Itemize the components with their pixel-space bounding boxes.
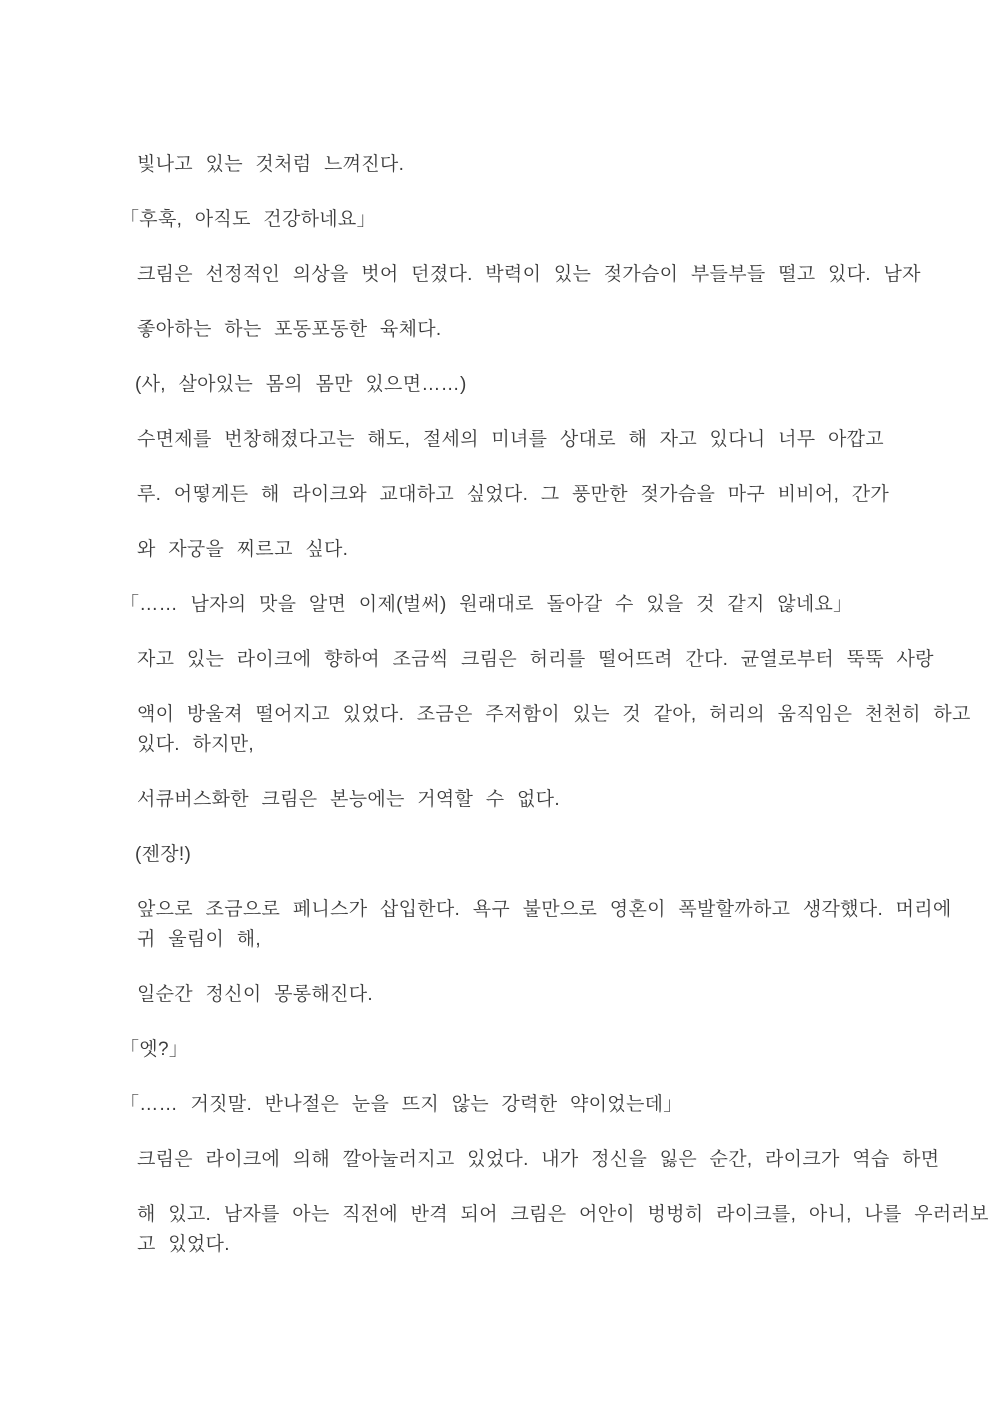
paragraph-narration bbox=[137, 980, 912, 1010]
paragraph-narration bbox=[137, 645, 934, 675]
text-line: 루. 어떻게든 해 라이크와 교대하고 싶었다. 그 풍만한 젖가슴을 마구 비비어, 간가 bbox=[137, 484, 890, 505]
paragraph-thought bbox=[135, 370, 912, 400]
text-line: (사, 살아있는 몸의 몸만 있으면……) bbox=[135, 374, 467, 395]
paragraph-narration bbox=[137, 150, 912, 180]
text-line: 귀 울림이 해, bbox=[137, 929, 262, 950]
text-line: 와 자궁을 찌르고 싶다. bbox=[137, 539, 349, 560]
paragraph-dialogue bbox=[120, 205, 912, 235]
text-line: 자고 있는 라이크에 향하여 조금씩 크림은 허리를 떨어뜨려 간다. 균열로부터 뚝뚝 사랑 bbox=[137, 649, 934, 670]
paragraph-narration bbox=[137, 315, 912, 345]
text-line: 수면제를 번창해졌다고는 해도, 절세의 미녀를 상대로 해 자고 있다니 너무 아깝고 bbox=[137, 429, 884, 450]
paragraph-narration bbox=[137, 260, 921, 290]
text-body bbox=[120, 150, 989, 1260]
paragraph-dialogue bbox=[120, 1090, 912, 1120]
text-line: 크림은 선정적인 의상을 벗어 던졌다. 박력이 있는 젖가슴이 부들부들 떨고 있다. 남자 bbox=[137, 264, 921, 285]
paragraph-narration bbox=[137, 895, 952, 955]
paragraph-narration bbox=[137, 1200, 989, 1260]
paragraph-narration bbox=[137, 535, 912, 565]
paragraph-thought bbox=[135, 840, 912, 870]
text-line: 있다. 하지만, bbox=[137, 734, 255, 755]
text-line: 「…… 남자의 맛을 알면 이제(벌써) 원래대로 돌아갈 수 있을 것 같지 않네요」 bbox=[120, 594, 853, 615]
paragraph-dialogue bbox=[120, 1035, 912, 1065]
text-line: 「후훅, 아직도 건강하네요」 bbox=[120, 209, 376, 230]
text-line: 좋아하는 하는 포동포동한 육체다. bbox=[137, 319, 442, 340]
paragraph-narration bbox=[137, 785, 912, 815]
paragraph-narration bbox=[137, 700, 971, 760]
text-line: 해 있고. 남자를 아는 직전에 반격 되어 크림은 어안이 벙벙히 라이크를, 아니, 나를 우러러보 bbox=[137, 1204, 989, 1225]
text-line: 액이 방울져 떨어지고 있었다. 조금은 주저함이 있는 것 같아, 허리의 움직임은 천천히 하고 bbox=[137, 704, 971, 725]
text-line: 앞으로 조금으로 페니스가 삽입한다. 욕구 불만으로 영혼이 폭발할까하고 생각했다. 머리에 bbox=[137, 899, 952, 920]
paragraph-narration bbox=[137, 425, 912, 455]
text-line: 빛나고 있는 것처럼 느껴진다. bbox=[137, 154, 405, 175]
paragraph-dialogue bbox=[120, 590, 912, 620]
text-line: 크림은 라이크에 의해 깔아눌러지고 있었다. 내가 정신을 잃은 순간, 라이크가 역습 하면 bbox=[137, 1149, 940, 1170]
text-line: 「…… 거짓말. 반나절은 눈을 뜨지 않는 강력한 약이었는데」 bbox=[120, 1094, 683, 1115]
text-line: 「엣?」 bbox=[120, 1039, 189, 1060]
paragraph-narration bbox=[137, 480, 912, 510]
text-line: 고 있었다. bbox=[137, 1234, 230, 1255]
paragraph-narration bbox=[137, 1145, 940, 1175]
text-line: 서큐버스화한 크림은 본능에는 거역할 수 없다. bbox=[137, 789, 560, 810]
text-line: (젠장!) bbox=[135, 844, 192, 865]
text-line: 일순간 정신이 몽롱해진다. bbox=[137, 984, 373, 1005]
